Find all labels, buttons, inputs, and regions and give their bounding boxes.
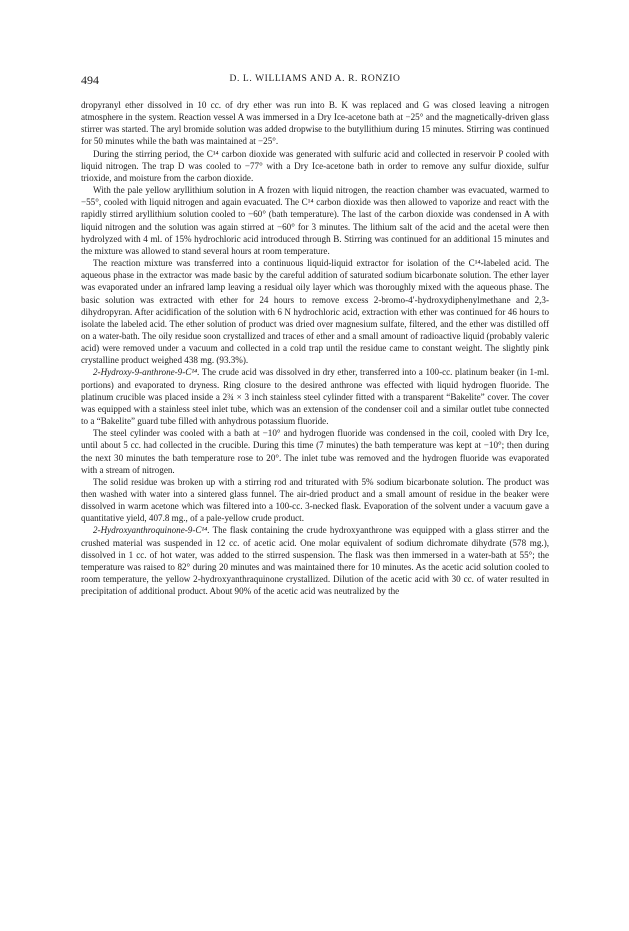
paragraph: With the pale yellow aryllithium solution in A frozen with liquid nitrogen, the reaction chamber was evacuated, warmed to −55°, cooled with liquid nitrogen and again evacuated. The C¹⁴ carbon dioxide was then allowed to vaporize and react with the rapidly stirred aryllithium solution cooled to −60° (bath temperature). The last of the carbon dioxide was condensed in A with liquid nitrogen and the solution was again stirred at −60° for 3 minutes. The lithium salt of the acid and the acetal were then hydrolyzed with 4 ml. of 15% hydrochloric acid introduced through B. Stirring was continued for an additional 15 minutes and the mixture was allowed to stand several hours at room temperature.: [81, 185, 549, 256]
paragraph: 2-Hydroxyanthroquinone-9-C¹⁴. The flask containing the crude hydroxyanthrone was equipped with a glass stirrer and the crushed material was suspended in 12 cc. of acetic acid. One molar equivalent of sodium dichromate dihydrate (578 mg.), dissolved in 1 cc. of hot water, was added to the stirred suspension. The flask was then immersed in a water-bath at 55°; the temperature was raised to 82° during 20 minutes and was maintained there for 10 minutes. As the acetic acid solution cooled to room temperature, the yellow 2-hydroxyanthraquinone crystallized. Dilution of the acetic acid with 30 cc. of water resulted in precipitation of additional product. About 90% of the acetic acid was neutralized by the: [81, 525, 549, 597]
body-text: [81, 99, 549, 597]
paragraph: During the stirring period, the C¹⁴ carbon dioxide was generated with sulfuric acid and collected in reservoir P cooled with liquid nitrogen. The trap D was cooled to −77° with a Dry Ice-acetone bath in order to remove any sulfur dioxide, sulfur trioxide, and moisture from the carbon dioxide.: [81, 148, 549, 183]
paragraph: dropyranyl ether dissolved in 10 cc. of dry ether was run into B. K was replaced and G was closed leaving a nitrogen atmosphere in the system. Reaction vessel A was immersed in a Dry Ice-acetone bath at −25° and the magnetically-driven glass stirrer was started. The aryl bromide solution was added dropwise to the butyllithium during 15 minutes. Stirring was continued for 50 minutes while the bath was maintained at −25°.: [81, 100, 549, 147]
page-number: 494: [81, 73, 99, 87]
paragraph: The steel cylinder was cooled with a bath at −10° and hydrogen fluoride was condensed in the coil, cooled with Dry Ice, until about 5 cc. had collected in the crucible. During this time (7 minutes) the bath temperature was kept at −10°; then during the next 30 minutes the bath temperature rose to 20°. The inlet tube was removed and the hydrogen fluoride was evaporated with a stream of nitrogen.: [81, 428, 549, 475]
paragraph: The reaction mixture was transferred into a continuous liquid-liquid extractor for isolation of the C¹⁴-labeled acid. The aqueous phase in the extractor was made basic by the careful addition of saturated sodium bicarbonate solution. The ether layer was evaporated under an infrared lamp leaving a residual oily layer which was thoroughly mixed with the aqueous phase. The basic solution was extracted with ether for 24 hours to remove excess 2-bromo-4′-hydroxydiphenylmethane and 2,3-dihydropyran. After acidification of the solution with 6 N hydrochloric acid, extraction with ether was continued for 46 hours to isolate the labeled acid. The ether solution of product was dried over magnesium sulfate, filtered, and the ether was distilled off on a water-bath. The oily residue soon crystallized and traces of ether and a small amount of radioactive liquid (probably valeric acid) were removed under a vacuum and collected in a cold trap until the residue came to constant weight. The slightly pink crystalline product weighed 438 mg. (93.3%).: [81, 258, 549, 366]
paragraph: 2-Hydroxy-9-anthrone-9-C¹⁴. The crude acid was dissolved in dry ether, transferred into a 100-cc. platinum beaker (in 1-ml. portions) and evaporated to dryness. Ring closure to the desired anthrone was effected with liquid hydrogen fluoride. The platinum crucible was placed inside a 2¾ × 3 inch stainless steel cylinder fitted with a transparent “Bakelite” cover. The cover was equipped with a stainless steel inlet tube, which was an extension of the condenser coil and a similar outlet tube connected to a “Bakelite” guard tube filled with anhydrous potassium fluoride.: [81, 367, 549, 427]
paragraph: The solid residue was broken up with a stirring rod and triturated with 5% sodium bicarbonate solution. The product was then washed with water into a sintered glass funnel. The air-dried product and a small amount of residue in the beaker were dissolved in warm acetone which was filtered into a 100-cc. 3-necked flask. Evaporation of the solvent under a vacuum gave a quantitative yield, 407.8 mg., of a pale-yellow crude product.: [81, 476, 549, 524]
page-header: [81, 73, 549, 87]
section-lead: 2-Hydroxy-9-anthrone-9-C¹⁴.: [93, 367, 200, 378]
section-lead: 2-Hydroxyanthroquinone-9-C¹⁴.: [93, 525, 210, 536]
running-head: D. L. WILLIAMS AND A. R. RONZIO: [229, 74, 401, 84]
